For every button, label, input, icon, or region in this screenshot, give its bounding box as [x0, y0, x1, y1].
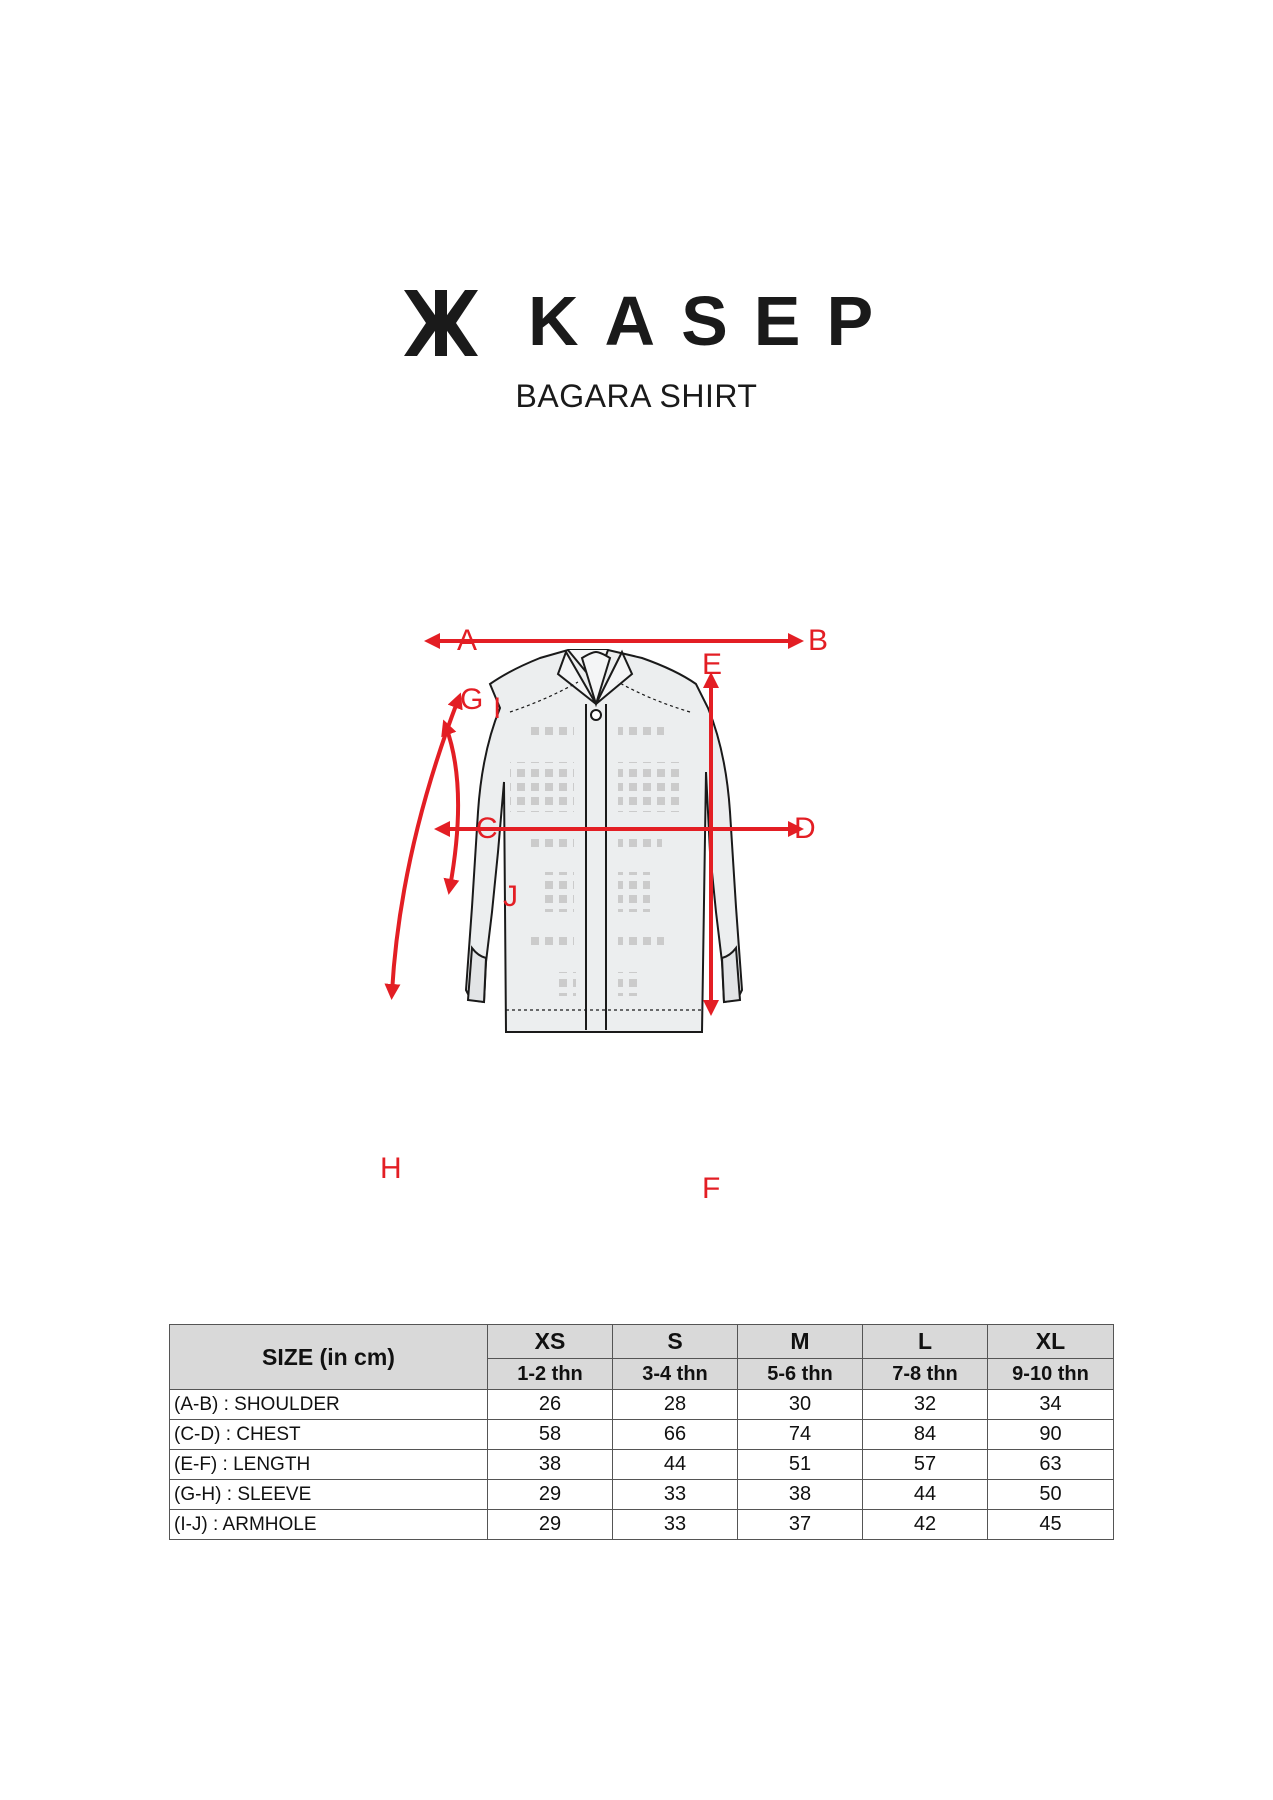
table-cell: 29	[488, 1480, 613, 1510]
size-chart-table	[169, 1324, 1114, 1540]
table-cell: 84	[863, 1420, 988, 1450]
label-a: A	[457, 624, 478, 657]
label-f: F	[702, 1172, 721, 1205]
kasep-logo-mark-icon	[404, 290, 478, 356]
age-xl: 9-10 thn	[988, 1359, 1114, 1390]
table-cell: 44	[863, 1480, 988, 1510]
product-title: BAGARA SHIRT	[515, 378, 758, 414]
age-xs: 1-2 thn	[488, 1359, 613, 1390]
table-cell: 32	[863, 1390, 988, 1420]
table-row	[170, 1510, 1114, 1540]
shirt-measurement-diagram	[360, 612, 880, 1212]
table-cell: 58	[488, 1420, 613, 1450]
row-label: (A-B) : SHOULDER	[170, 1390, 488, 1420]
table-row	[170, 1420, 1114, 1450]
brand-logo	[0, 282, 1273, 360]
table-cell: 63	[988, 1450, 1114, 1480]
size-xl-header: XL	[988, 1325, 1114, 1359]
table-cell: 29	[488, 1510, 613, 1540]
size-m-header: M	[738, 1325, 863, 1359]
size-s-header: S	[613, 1325, 738, 1359]
table-cell: 45	[988, 1510, 1114, 1540]
shirt-illustration	[360, 612, 880, 1212]
size-xs-header: XS	[488, 1325, 613, 1359]
table-cell: 37	[738, 1510, 863, 1540]
armhole-arrow	[446, 727, 458, 887]
table-cell: 28	[613, 1390, 738, 1420]
label-g: G	[460, 683, 484, 716]
sleeve-arrow	[392, 700, 458, 992]
table-cell: 30	[738, 1390, 863, 1420]
table-cell: 51	[738, 1450, 863, 1480]
row-label: (I-J) : ARMHOLE	[170, 1510, 488, 1540]
table-cell: 38	[488, 1450, 613, 1480]
table-cell: 90	[988, 1420, 1114, 1450]
label-b: B	[808, 624, 829, 657]
table-cell: 33	[613, 1480, 738, 1510]
age-l: 7-8 thn	[863, 1359, 988, 1390]
table-cell: 33	[613, 1510, 738, 1540]
size-l-header: L	[863, 1325, 988, 1359]
row-label: (C-D) : CHEST	[170, 1420, 488, 1450]
size-header: SIZE (in cm)	[170, 1325, 488, 1390]
table-cell: 74	[738, 1420, 863, 1450]
table-cell: 26	[488, 1390, 613, 1420]
row-label: (E-F) : LENGTH	[170, 1450, 488, 1480]
table-row	[170, 1480, 1114, 1510]
table-cell: 50	[988, 1480, 1114, 1510]
table-cell: 57	[863, 1450, 988, 1480]
label-e: E	[702, 648, 723, 681]
age-m: 5-6 thn	[738, 1359, 863, 1390]
brand-wordmark: KASEP	[528, 282, 900, 360]
label-j: J	[503, 880, 518, 913]
table-cell: 44	[613, 1450, 738, 1480]
table-cell: 66	[613, 1420, 738, 1450]
table-row	[170, 1390, 1114, 1420]
label-c: C	[476, 812, 498, 845]
table-row	[170, 1450, 1114, 1480]
table-cell: 38	[738, 1480, 863, 1510]
label-d: D	[794, 812, 816, 845]
row-label: (G-H) : SLEEVE	[170, 1480, 488, 1510]
table-cell: 34	[988, 1390, 1114, 1420]
shirt-outline	[466, 650, 742, 1032]
table-cell: 42	[863, 1510, 988, 1540]
age-s: 3-4 thn	[613, 1359, 738, 1390]
label-i: I	[493, 692, 502, 725]
label-h: H	[380, 1152, 402, 1185]
